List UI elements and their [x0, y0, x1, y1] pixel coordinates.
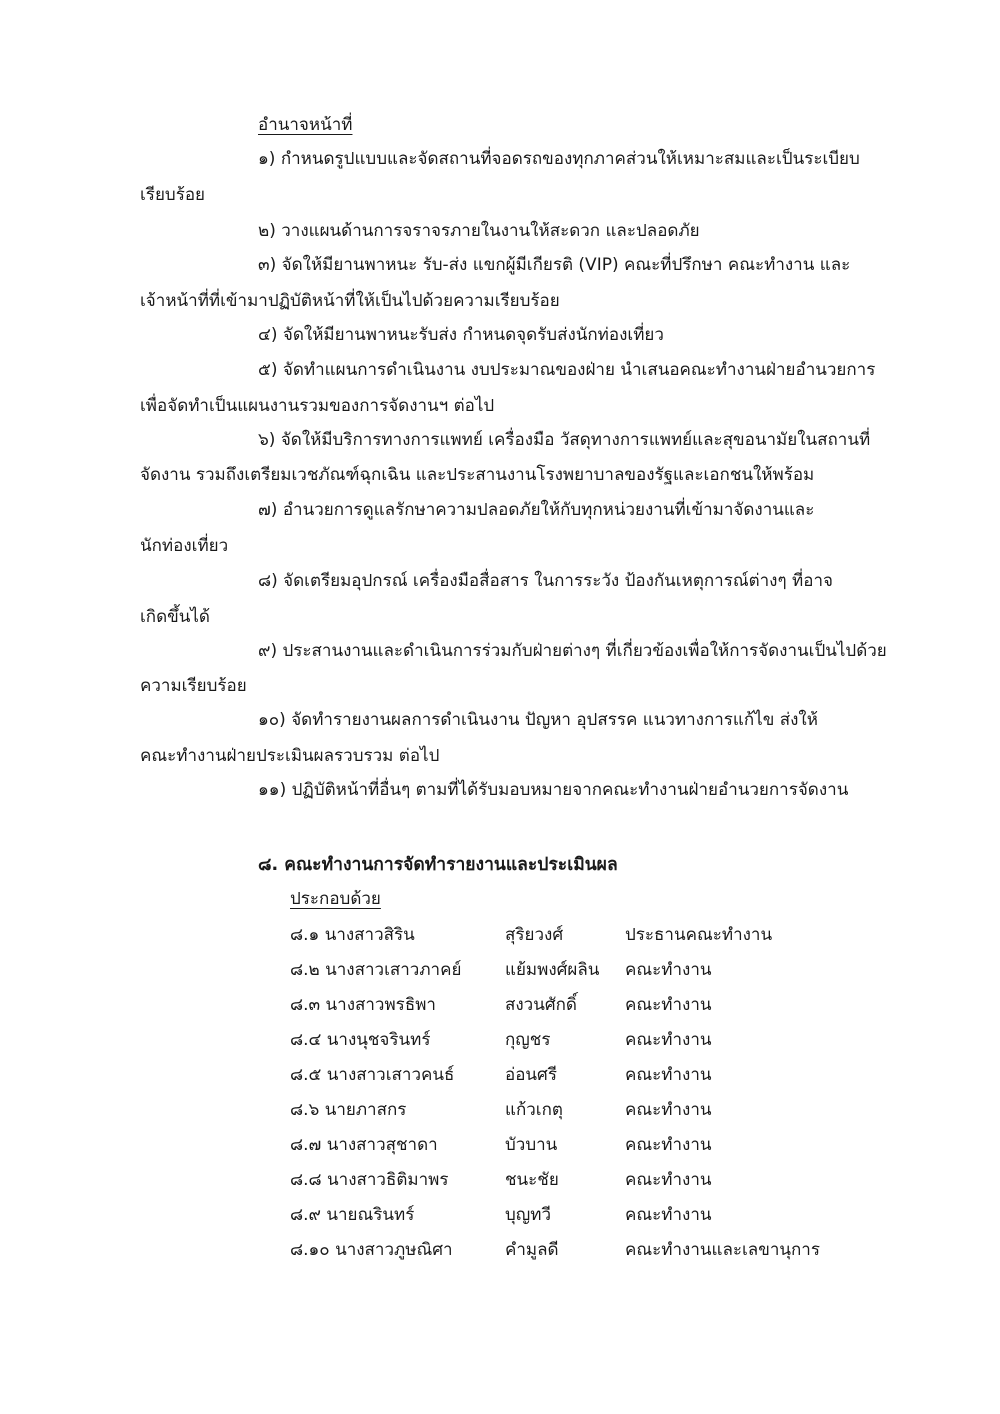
duty-item-1-line1: ๑) กำหนดรูปแบบและจัดสถานที่จอดรถของทุกภาคส่วนให้เหมาะสมและเป็นระเบียบ	[258, 149, 860, 169]
duty-item-10-line2: คณะทำงานฝ่ายประเมินผลรวบรวม ต่อไป	[140, 746, 440, 766]
duty-item-6-line2: จัดงาน รวมถึงเตรียมเวชภัณฑ์ฉุกเฉิน และประสานงานโรงพยาบาลของรัฐและเอกชนให้พร้อม	[140, 465, 815, 485]
member-name: ๘.๑ นางสาวสิริน	[290, 925, 415, 945]
member-role: คณะทำงาน	[625, 995, 712, 1015]
member-role: คณะทำงานและเลขานุการ	[625, 1240, 820, 1260]
duty-item-4-line1: ๔) จัดให้มียานพาหนะรับส่ง กำหนดจุดรับส่งนักท่องเที่ยว	[258, 325, 664, 345]
member-name: ๘.๙ นายณรินทร์	[290, 1205, 415, 1225]
duty-item-3-line2: เจ้าหน้าที่ที่เข้ามาปฏิบัติหน้าที่ให้เป็นไปด้วยความเรียบร้อย	[140, 291, 560, 311]
member-surname: กุญชร	[505, 1030, 551, 1050]
section-8-heading: ๘. คณะทำงานการจัดทำรายงานและประเมินผล	[258, 855, 618, 875]
member-name: ๘.๒ นางสาวเสาวภาคย์	[290, 960, 462, 980]
member-surname: แย้มพงศ์ผลิน	[505, 960, 600, 980]
member-surname: คำมูลดี	[505, 1240, 559, 1260]
duty-item-3-line1: ๓) จัดให้มียานพาหนะ รับ-ส่ง แขกผู้มีเกียรติ (VIP) คณะที่ปรึกษา คณะทำงาน และ	[258, 255, 851, 275]
member-name: ๘.๓ นางสาวพรธิพา	[290, 995, 436, 1015]
member-surname: แก้วเกตุ	[505, 1100, 563, 1120]
duty-item-1-line2: เรียบร้อย	[140, 185, 205, 205]
member-row	[290, 1202, 850, 1228]
member-row	[290, 1027, 850, 1053]
duty-item-5-line1: ๕) จัดทำแผนการดำเนินงาน งบประมาณของฝ่าย นำเสนอคณะทำงานฝ่ายอำนวยการ	[258, 360, 876, 380]
member-name: ๘.๘ นางสาวธิติมาพร	[290, 1170, 449, 1190]
member-role: คณะทำงาน	[625, 1170, 712, 1190]
member-name: ๘.๔ นางนุชจรินทร์	[290, 1030, 431, 1050]
duty-item-7-line1: ๗) อำนวยการดูแลรักษาความปลอดภัยให้กับทุกหน่วยงานที่เข้ามาจัดงานและ	[258, 500, 815, 520]
member-name: ๘.๕ นางสาวเสาวคนธ์	[290, 1065, 455, 1085]
duty-item-2-line1: ๒) วางแผนด้านการจราจรภายในงานให้สะดวก และปลอดภัย	[258, 221, 700, 241]
duty-item-6-line1: ๖) จัดให้มีบริการทางการแพทย์ เครื่องมือ วัสดุทางการแพทย์และสุขอนามัยในสถานที่	[258, 430, 871, 450]
member-surname: บุญทวี	[505, 1205, 552, 1225]
duties-heading: อำนาจหน้าที่	[258, 115, 353, 135]
member-row	[290, 1097, 850, 1123]
member-name: ๘.๑๐ นางสาวภูษณิศา	[290, 1240, 453, 1260]
duty-item-9-line1: ๙) ประสานงานและดำเนินการร่วมกับฝ่ายต่างๆ ที่เกี่ยวข้องเพื่อให้การจัดงานเป็นไปด้วย	[258, 641, 887, 661]
member-row	[290, 922, 850, 948]
member-surname: สงวนศักดิ์	[505, 995, 577, 1015]
duty-item-9-line2: ความเรียบร้อย	[140, 676, 247, 696]
section-8-subheading: ประกอบด้วย	[290, 889, 381, 909]
member-row	[290, 1167, 850, 1193]
member-row	[290, 957, 850, 983]
member-row	[290, 1062, 850, 1088]
member-role: คณะทำงาน	[625, 1100, 712, 1120]
member-surname: บัวบาน	[505, 1135, 558, 1155]
duty-item-8-line2: เกิดขึ้นได้	[140, 607, 210, 627]
duty-item-7-line2: นักท่องเที่ยว	[140, 536, 229, 556]
duty-item-10-line1: ๑๐) จัดทำรายงานผลการดำเนินงาน ปัญหา อุปสรรค แนวทางการแก้ไข ส่งให้	[258, 710, 818, 730]
member-surname: ชนะชัย	[505, 1170, 559, 1190]
member-role: คณะทำงาน	[625, 1065, 712, 1085]
member-surname: อ่อนศรี	[505, 1065, 557, 1085]
member-row	[290, 1132, 850, 1158]
member-role: คณะทำงาน	[625, 1135, 712, 1155]
duty-item-8-line1: ๘) จัดเตรียมอุปกรณ์ เครื่องมือสื่อสาร ในการระวัง ป้องกันเหตุการณ์ต่างๆ ที่อาจ	[258, 571, 833, 591]
member-name: ๘.๗ นางสาวสุชาดา	[290, 1135, 438, 1155]
member-row	[290, 1237, 850, 1263]
member-surname: สุริยวงศ์	[505, 925, 564, 945]
member-row	[290, 992, 850, 1018]
duty-item-11-line1: ๑๑) ปฏิบัติหน้าที่อื่นๆ ตามที่ได้รับมอบหมายจากคณะทำงานฝ่ายอำนวยการจัดงาน	[258, 780, 849, 800]
duty-item-5-line2: เพื่อจัดทำเป็นแผนงานรวมของการจัดงานฯ ต่อไป	[140, 396, 495, 416]
member-role: คณะทำงาน	[625, 960, 712, 980]
member-role: ประธานคณะทำงาน	[625, 925, 773, 945]
member-name: ๘.๖ นายภาสกร	[290, 1100, 407, 1120]
member-role: คณะทำงาน	[625, 1205, 712, 1225]
member-role: คณะทำงาน	[625, 1030, 712, 1050]
